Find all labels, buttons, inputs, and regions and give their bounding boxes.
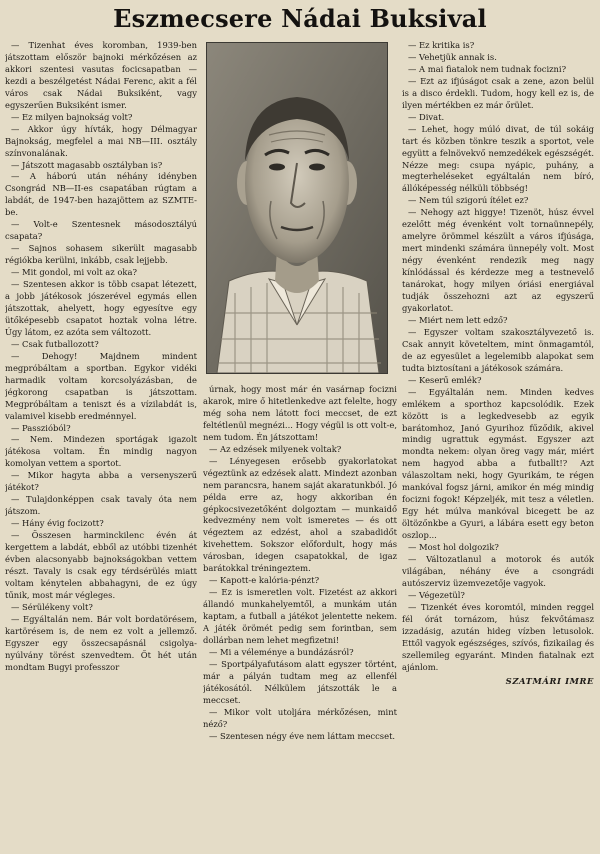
paragraph: — Végezetül? <box>408 589 465 600</box>
paragraph: — Egyszer voltam szakosztályvezető is. Csak annyit követeltem, mint önmagamtól, de az egyesület a legelemibb alapokat sem tudta biztosítani a játékosok számára. <box>402 326 594 373</box>
paragraph: — Tizenhat éves koromban, 1939-ben játszottam először bajnoki mérkőzésen az akkori szentesi vasutas focicsapatban — kezdi a beszélgetést Nádai Ferenc, akit a fél város csak Nádai Buksiként, vagy egyszerűen Buksiként ismer. <box>5 40 197 110</box>
paragraph: — Nehogy azt higgye! Tizenöt, húsz évvel ezelőtt még évenként volt tornaünnepély, amelyre örömmel készült a város ifjúsága, mert mindenki számára ünnepély volt. Most négy évenként rendezik meg nagy kínlódással és kérdezze meg a testnevelő tanárokat, hogy milyen óriási energiával tudják összehozni azt az egyszerű gyakorlatot. <box>402 207 594 313</box>
paragraph: — Ez kritika is? <box>408 40 475 50</box>
paragraph: — Mikor hagyta abba a versenyszerű játékot? <box>5 470 197 493</box>
paragraph: — Most hol dolgozik? <box>408 542 499 553</box>
paragraph: — Lényegesen erősebb gyakorlatokat végeztünk az edzések alatt. Mindezt azonban nem parancsra, hanem saját akaratunkból. Jó példa erre az, hogy akkoriban én gépkocsivezetőként dolgoztam — munkaidő kedvezmény nem volt ismeretes — és ott végeztem az edzést, ahol a szabadidőt kivehettem. Sokszor előfordult, hogy más városban, idegen csapatokkal, de igaz barátokkal tréningeztem. <box>203 455 397 574</box>
paragraph: — Ezt az ifjúságot csak a zene, azon belül is a disco érdekli. Tudom, hogy kell ez is, de ilyen mértékben ez már őrület. <box>402 75 594 110</box>
portrait-photo <box>206 42 388 374</box>
paragraph: — Nem. Mindezen sportágak igazolt játékosa voltam. Én mindig nagyon komolyan vettem a sportot. <box>5 434 197 469</box>
headline: Eszmecsere Nádai Buksival <box>113 4 487 33</box>
paragraph: — Egyáltalán nem. Minden kedves emlékem a sporthoz kapcsolódik. Ezek között is a legkedvesebb az egyik barátomhoz, Janó Gyurihoz fűződik, akivel mindig ugrattuk egymást. Egyszer azt mondta nekem: olyan öreg vagy már, miért nem hagyod abba a futballt!? Azt válaszoltam neki, hogy Gyurikám, te régen mankóval fogsz járni, amikor én még mindig focizni fogok! Képzeljék, mit tesz a véletlen. Egy hét múlva mankóval bicegett be az öltözőnkbe a Gyuri, a lábára esett egy beton oszlop... <box>402 386 594 541</box>
paragraph: — A háború után néhány idényben Csongrád NB—II-es csapatában rúgtam a labdát, de 1947-ben hazajöttem az SZMTE-be. <box>5 171 197 218</box>
paragraph: — Hány évig focizott? <box>11 518 104 529</box>
paragraph: — Mi a véleménye a bundázásról? <box>209 646 354 657</box>
paragraph: — Ez is ismeretlen volt. Fizetést az akkori állandó munkahelyemtől, a munkám után kaptam, a futball a játékot jelentette nekem. A játék örömét pedig sem forintban, sem dollárban nem lehet megfizetni! <box>203 587 397 646</box>
paragraph: — Tizenkét éves koromtól, minden reggel fél órát tornázom, húsz fekvőtámasz izzadásig, azután hideg vízben letusolok. Ettől vagyok egészséges, szívós, fizikailag és szellemileg egyaránt. Minden fiatalnak ezt ajánlom. <box>402 601 594 672</box>
paragraph: — Szentesen négy éve nem láttam meccset. <box>209 730 396 741</box>
column-left <box>5 40 197 848</box>
paragraph: — Változatlanul a motorok és autók világában, néhány éve a csongrádi autószerviz üzemvezetője vagyok. <box>402 553 594 588</box>
paragraph: — Akkor úgy hívták, hogy Délmagyar Bajnokság, megfelel a mai NB—III. osztály színvonalának. <box>5 123 197 158</box>
paragraph: — Egyáltalán nem. Bár volt bordatörésem, kartörésem is, de nem ez volt a jellemző. Egyszer egy összecsapásnál csigolya-nyúlvány törést szenvedtem. Őt hét után mondtam Bugyi professzor <box>5 613 197 672</box>
column-middle <box>203 384 397 848</box>
paragraph: — Keserű emlék? <box>408 374 482 385</box>
paragraph: — Játszott magasabb osztályban is? <box>11 159 163 170</box>
paragraph: — Vehetjük annak is. <box>408 51 497 62</box>
paragraph: — Összesen harminckilenc évén át kergettem a labdát, ebből az utóbbi tizenhét évben alacsonyabb bajnokságokban vettem részt. Tavaly is csak egy térdsérülés miatt voltam kénytelen abbahagyni, de ez úgy tűnik, most már végleges. <box>5 530 197 600</box>
portrait-illustration <box>207 43 387 373</box>
paragraph: — Sportpályafutásom alatt egyszer történt, már a pályán tudtam meg az ellenfél játékosától. Nélkülem játszották le a meccset. <box>203 658 397 705</box>
paragraph: úrnak, hogy most már én vasárnap focizni akarok, mire ő hitetlenkedve azt felelte, hogy még soha nem látott foci meccset, de ezt feltétlenül megnézi... Hogy végül is ott volt-e, nem tudom. Én játszottam! <box>203 384 397 442</box>
paragraph: — A mai fiatalok nem tudnak focizni? <box>408 63 567 74</box>
paragraph: — Passzióból? <box>11 422 71 433</box>
paragraph: — Mit gondol, mi volt az oka? <box>11 267 137 278</box>
paragraph: — Volt-e Szentesnek másodosztályú csapata? <box>5 219 197 242</box>
paragraph: — Sérülékeny volt? <box>11 601 93 612</box>
paragraph: — Csak futballozott? <box>11 338 99 349</box>
paragraph: — Nem túl szigorú ítélet ez? <box>408 195 529 206</box>
paragraph: — Szentesen akkor is több csapat létezett, a jobb játékosok jószerével egymás ellen játszottak, ahelyett, hogy egyesítve egy ütőképesebb csapatot hoztak volna létre. Úgy látom, ez azóta sem változott. <box>5 279 197 337</box>
paragraph: — Tulajdonképpen csak tavaly óta nem játszom. <box>5 494 197 517</box>
paragraph: — Kapott-e kalória-pénzt? <box>209 575 320 586</box>
paragraph: — Ez milyen bajnokság volt? <box>11 111 133 122</box>
column-right <box>402 40 594 848</box>
author-signature: SZATMÁRI IMRE <box>505 675 594 686</box>
paragraph: — Mikor volt utoljára mérkőzésen, mint néző? <box>203 706 397 729</box>
paragraph: — Miért nem lett edző? <box>408 314 508 325</box>
paragraph: — Divat. <box>408 111 445 122</box>
paragraph: — Dehogy! Majdnem mindent megpróbáltam a sportban. Egykor vidéki harmadik voltam korcsolyázásban, de jégkorong csapatban is játszottam. Megpróbáltam a teniszt és a vízilabdát is, valamivel kisebb eredménnyel. <box>5 350 197 421</box>
paragraph: — Sajnos sohasem sikerült magasabb régiókba kerülni, inkább, csak lejjebb. <box>5 243 197 266</box>
paragraph: — Az edzések milyenek voltak? <box>209 443 342 454</box>
paragraph: — Lehet, hogy múló divat, de túl sokáig tart és közben tönkre teszik a sportot, vele együtt a felnövekvő nemzedékek egészségét. Nézze meg: csupa nyápic, puhány, a megterheléseket egyáltalán nem bíró, állóképesség nélküli többség! <box>402 123 594 194</box>
